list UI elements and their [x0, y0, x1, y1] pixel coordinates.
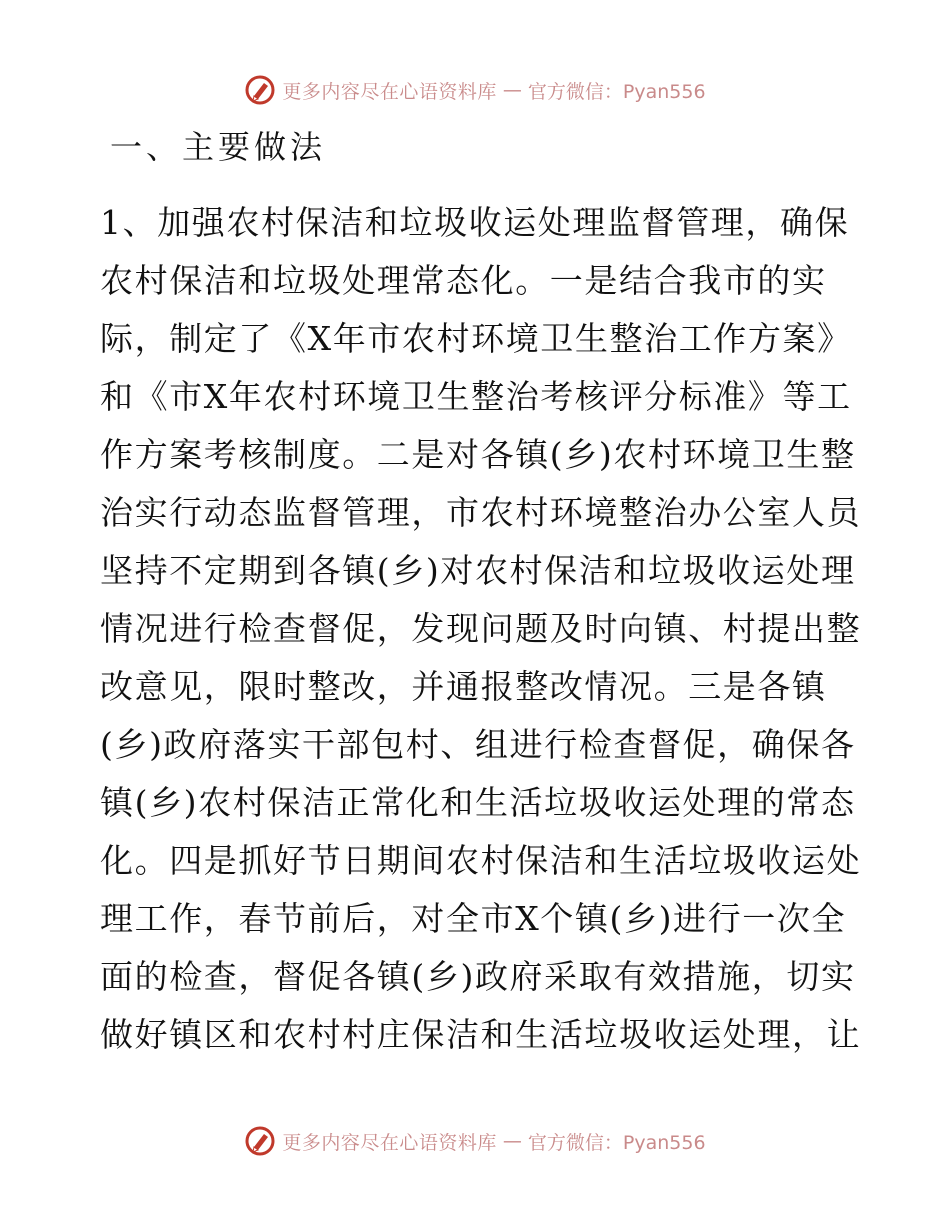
- watermark-site: 更多内容尽在心语资料库: [282, 1131, 497, 1154]
- paragraph-line: 农村保洁和垃圾处理常态化。一是结合我市的实: [100, 261, 827, 300]
- section-heading: 一、主要做法: [110, 128, 327, 166]
- paragraph-line: 作方案考核制度。二是对各镇(乡)农村环境卫生整: [100, 435, 856, 474]
- pen-logo-icon: [244, 1125, 276, 1157]
- watermark-wechat: 官方微信：Pyan556: [527, 80, 706, 103]
- paragraph-line: 情况进行检查督促，发现问题及时向镇、村提出整: [100, 609, 862, 648]
- paragraph-line: 改意见，限时整改，并通报整改情况。三是各镇: [100, 667, 827, 706]
- watermark-separator: —: [502, 1130, 522, 1152]
- paragraph-line: 镇(乡)农村保洁正常化和生活垃圾收运处理的常态: [100, 783, 856, 822]
- paragraph-line: 理工作，春节前后，对全市X个镇(乡)进行一次全: [100, 899, 847, 938]
- paragraph-line: 治实行动态监督管理，市农村环境整治办公室人员: [100, 493, 862, 532]
- paragraph-line: 坚持不定期到各镇(乡)对农村保洁和垃圾收运处理: [100, 551, 856, 590]
- paragraph-line: (乡)政府落实干部包村、组进行检查督促，确保各: [100, 725, 856, 764]
- watermark-separator: —: [502, 79, 522, 101]
- paragraph-line: 和《市X年农村环境卫生整治考核评分标准》等工: [100, 377, 852, 416]
- paragraph-line: 做好镇区和农村村庄保洁和生活垃圾收运处理，让: [100, 1015, 862, 1054]
- watermark-wechat: 官方微信：Pyan556: [527, 1131, 706, 1154]
- watermark-header: [0, 70, 950, 110]
- watermark-footer: [0, 1121, 950, 1161]
- pen-logo-icon: [244, 74, 276, 106]
- paragraph-line: 面的检查，督促各镇(乡)政府采取有效措施，切实: [100, 957, 856, 996]
- paragraph-line: 1、加强农村保洁和垃圾收运处理监督管理，确保: [100, 203, 850, 242]
- watermark-site: 更多内容尽在心语资料库: [282, 80, 497, 103]
- body-paragraph: [100, 194, 860, 1064]
- paragraph-line: 化。四是抓好节日期间农村保洁和生活垃圾收运处: [100, 841, 862, 880]
- paragraph-line: 际，制定了《X年市农村环境卫生整治工作方案》: [100, 319, 852, 358]
